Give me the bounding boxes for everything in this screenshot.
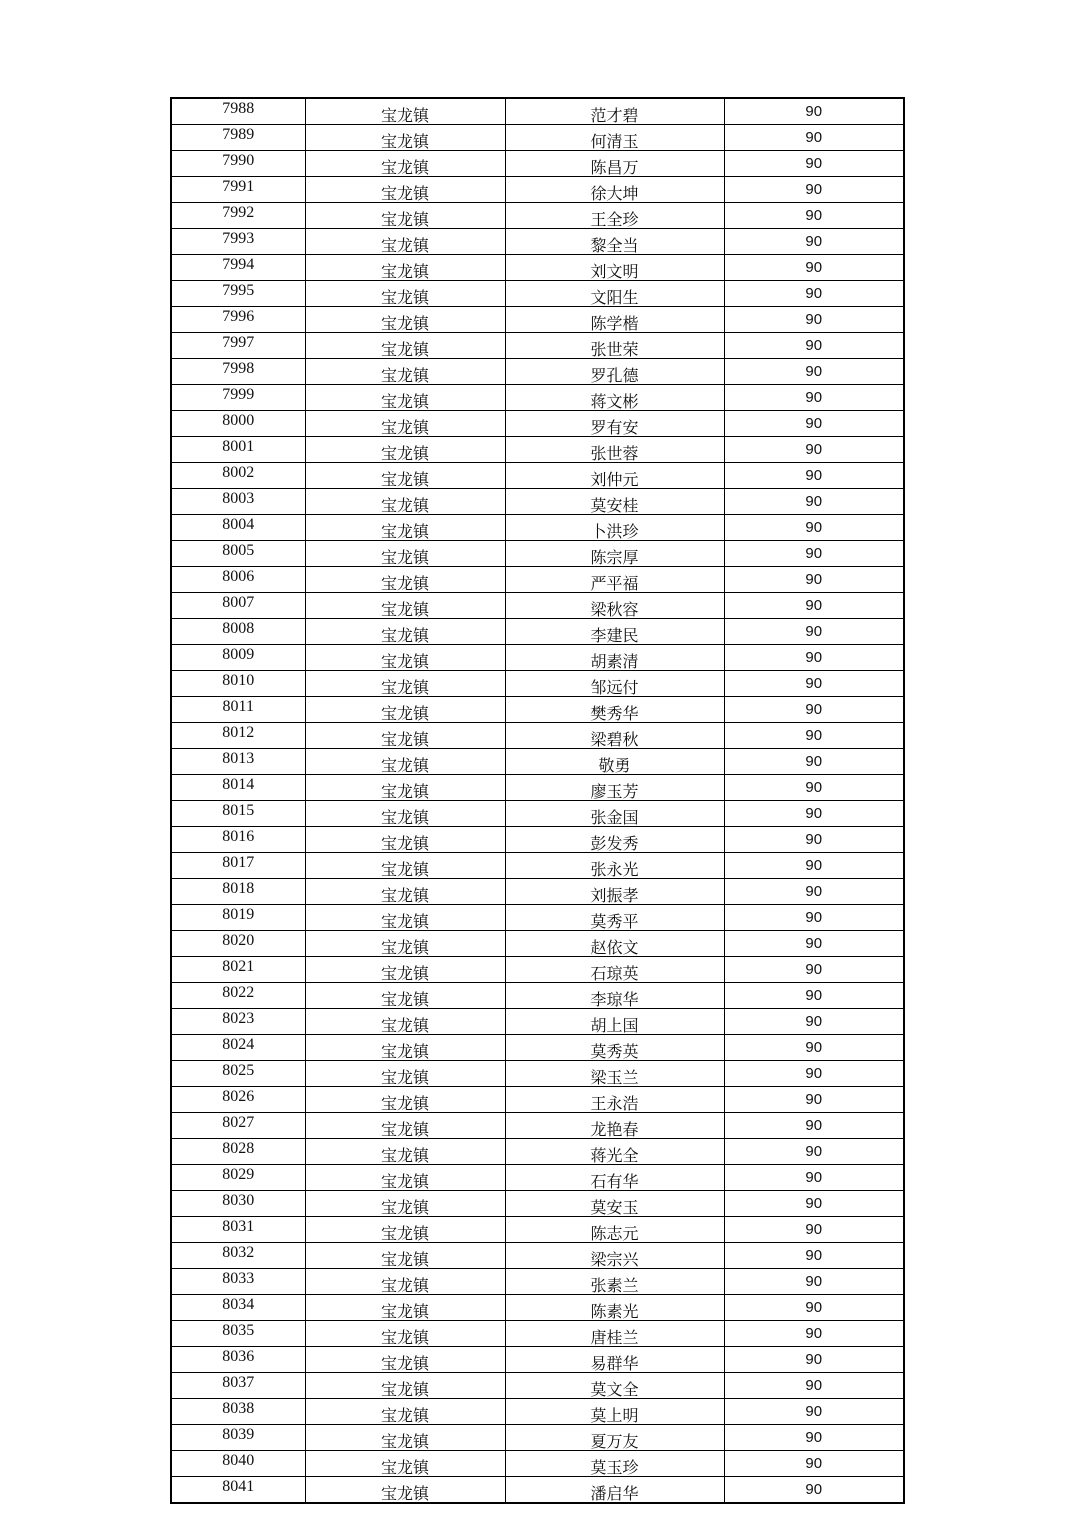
- score-cell: 90: [724, 541, 904, 567]
- row-number-cell: 8009: [171, 645, 305, 671]
- table-row: [171, 411, 904, 437]
- name-cell: 廖玉芳: [505, 775, 724, 801]
- row-number-cell: 8010: [171, 671, 305, 697]
- table-row: [171, 177, 904, 203]
- name-cell: 李琼华: [505, 983, 724, 1009]
- score-cell: 90: [724, 281, 904, 307]
- town-cell: 宝龙镇: [305, 1087, 505, 1113]
- row-number-cell: 8028: [171, 1139, 305, 1165]
- name-cell: 王全珍: [505, 203, 724, 229]
- town-cell: 宝龙镇: [305, 957, 505, 983]
- row-number-cell: 8001: [171, 437, 305, 463]
- score-cell: 90: [724, 151, 904, 177]
- score-cell: 90: [724, 1165, 904, 1191]
- table-row: [171, 905, 904, 931]
- score-cell: 90: [724, 1269, 904, 1295]
- score-cell: 90: [724, 931, 904, 957]
- table-row: [171, 645, 904, 671]
- score-cell: 90: [724, 749, 904, 775]
- score-cell: 90: [724, 983, 904, 1009]
- town-cell: 宝龙镇: [305, 411, 505, 437]
- row-number-cell: 8037: [171, 1373, 305, 1399]
- row-number-cell: 8019: [171, 905, 305, 931]
- table-row: [171, 125, 904, 151]
- town-cell: 宝龙镇: [305, 125, 505, 151]
- score-cell: 90: [724, 489, 904, 515]
- score-cell: 90: [724, 515, 904, 541]
- score-cell: 90: [724, 1451, 904, 1477]
- town-cell: 宝龙镇: [305, 385, 505, 411]
- score-cell: 90: [724, 1321, 904, 1347]
- row-number-cell: 8022: [171, 983, 305, 1009]
- town-cell: 宝龙镇: [305, 1321, 505, 1347]
- name-cell: 陈昌万: [505, 151, 724, 177]
- name-cell: 莫上明: [505, 1399, 724, 1425]
- table-row: [171, 1295, 904, 1321]
- name-cell: 张永光: [505, 853, 724, 879]
- row-number-cell: 8030: [171, 1191, 305, 1217]
- row-number-cell: 8036: [171, 1347, 305, 1373]
- score-cell: 90: [724, 905, 904, 931]
- town-cell: 宝龙镇: [305, 1347, 505, 1373]
- name-cell: 邹远付: [505, 671, 724, 697]
- table-row: [171, 1451, 904, 1477]
- score-cell: 90: [724, 1347, 904, 1373]
- town-cell: 宝龙镇: [305, 177, 505, 203]
- row-number-cell: 8014: [171, 775, 305, 801]
- town-cell: 宝龙镇: [305, 437, 505, 463]
- table-row: [171, 879, 904, 905]
- score-cell: 90: [724, 957, 904, 983]
- row-number-cell: 8038: [171, 1399, 305, 1425]
- score-cell: 90: [724, 1399, 904, 1425]
- name-cell: 范才碧: [505, 98, 724, 125]
- name-cell: 莫文全: [505, 1373, 724, 1399]
- town-cell: 宝龙镇: [305, 723, 505, 749]
- table-row: [171, 1425, 904, 1451]
- table-row: [171, 515, 904, 541]
- town-cell: 宝龙镇: [305, 541, 505, 567]
- name-cell: 梁秋容: [505, 593, 724, 619]
- table-row: [171, 98, 904, 125]
- row-number-cell: 8023: [171, 1009, 305, 1035]
- score-cell: 90: [724, 1477, 904, 1504]
- table-row: [171, 957, 904, 983]
- town-cell: 宝龙镇: [305, 697, 505, 723]
- table-row: [171, 541, 904, 567]
- town-cell: 宝龙镇: [305, 98, 505, 125]
- table-row: [171, 437, 904, 463]
- town-cell: 宝龙镇: [305, 1451, 505, 1477]
- score-cell: 90: [724, 1425, 904, 1451]
- town-cell: 宝龙镇: [305, 1113, 505, 1139]
- score-cell: 90: [724, 827, 904, 853]
- town-cell: 宝龙镇: [305, 1243, 505, 1269]
- score-cell: 90: [724, 229, 904, 255]
- row-number-cell: 8000: [171, 411, 305, 437]
- score-cell: 90: [724, 307, 904, 333]
- name-cell: 陈学楷: [505, 307, 724, 333]
- name-cell: 张金国: [505, 801, 724, 827]
- table-row: [171, 1243, 904, 1269]
- name-cell: 彭发秀: [505, 827, 724, 853]
- row-number-cell: 8032: [171, 1243, 305, 1269]
- row-number-cell: 8008: [171, 619, 305, 645]
- score-cell: 90: [724, 1087, 904, 1113]
- table-row: [171, 1477, 904, 1504]
- row-number-cell: 8027: [171, 1113, 305, 1139]
- table-row: [171, 619, 904, 645]
- table-row: [171, 1009, 904, 1035]
- table-row: [171, 697, 904, 723]
- table-row: [171, 1165, 904, 1191]
- score-cell: 90: [724, 463, 904, 489]
- town-cell: 宝龙镇: [305, 879, 505, 905]
- row-number-cell: 8034: [171, 1295, 305, 1321]
- name-cell: 蒋光全: [505, 1139, 724, 1165]
- table-row: [171, 671, 904, 697]
- town-cell: 宝龙镇: [305, 801, 505, 827]
- name-cell: 夏万友: [505, 1425, 724, 1451]
- name-cell: 敬勇: [505, 749, 724, 775]
- row-number-cell: 8005: [171, 541, 305, 567]
- town-cell: 宝龙镇: [305, 1477, 505, 1504]
- town-cell: 宝龙镇: [305, 515, 505, 541]
- score-cell: 90: [724, 1113, 904, 1139]
- row-number-cell: 7994: [171, 255, 305, 281]
- town-cell: 宝龙镇: [305, 489, 505, 515]
- score-cell: 90: [724, 437, 904, 463]
- score-cell: 90: [724, 203, 904, 229]
- name-cell: 王永浩: [505, 1087, 724, 1113]
- score-cell: 90: [724, 98, 904, 125]
- town-cell: 宝龙镇: [305, 1217, 505, 1243]
- name-cell: 刘仲元: [505, 463, 724, 489]
- row-number-cell: 7996: [171, 307, 305, 333]
- table-row: [171, 1113, 904, 1139]
- table-row: [171, 385, 904, 411]
- town-cell: 宝龙镇: [305, 671, 505, 697]
- town-cell: 宝龙镇: [305, 775, 505, 801]
- table-row: [171, 1061, 904, 1087]
- table-row: [171, 567, 904, 593]
- row-number-cell: 8004: [171, 515, 305, 541]
- score-cell: 90: [724, 125, 904, 151]
- row-number-cell: 8007: [171, 593, 305, 619]
- name-cell: 何清玉: [505, 125, 724, 151]
- town-cell: 宝龙镇: [305, 619, 505, 645]
- table-row: [171, 1269, 904, 1295]
- score-cell: 90: [724, 645, 904, 671]
- table-row: [171, 489, 904, 515]
- town-cell: 宝龙镇: [305, 1295, 505, 1321]
- town-cell: 宝龙镇: [305, 1191, 505, 1217]
- name-cell: 易群华: [505, 1347, 724, 1373]
- table-row: [171, 255, 904, 281]
- table-row: [171, 281, 904, 307]
- name-cell: 潘启华: [505, 1477, 724, 1504]
- name-cell: 刘文明: [505, 255, 724, 281]
- table-row: [171, 853, 904, 879]
- row-number-cell: 7992: [171, 203, 305, 229]
- row-number-cell: 8020: [171, 931, 305, 957]
- name-cell: 陈志元: [505, 1217, 724, 1243]
- score-cell: 90: [724, 723, 904, 749]
- name-cell: 赵依文: [505, 931, 724, 957]
- town-cell: 宝龙镇: [305, 1399, 505, 1425]
- table-row: [171, 463, 904, 489]
- table-row: [171, 593, 904, 619]
- row-number-cell: 8002: [171, 463, 305, 489]
- name-cell: 黎全当: [505, 229, 724, 255]
- row-number-cell: 8039: [171, 1425, 305, 1451]
- row-number-cell: 8012: [171, 723, 305, 749]
- score-cell: 90: [724, 567, 904, 593]
- row-number-cell: 8013: [171, 749, 305, 775]
- row-number-cell: 8015: [171, 801, 305, 827]
- town-cell: 宝龙镇: [305, 853, 505, 879]
- table-row: [171, 307, 904, 333]
- score-cell: 90: [724, 1295, 904, 1321]
- score-cell: 90: [724, 775, 904, 801]
- score-cell: 90: [724, 593, 904, 619]
- name-cell: 莫秀英: [505, 1035, 724, 1061]
- name-cell: 严平福: [505, 567, 724, 593]
- table-row: [171, 1399, 904, 1425]
- town-cell: 宝龙镇: [305, 749, 505, 775]
- row-number-cell: 8011: [171, 697, 305, 723]
- row-number-cell: 8024: [171, 1035, 305, 1061]
- name-cell: 胡素清: [505, 645, 724, 671]
- score-cell: 90: [724, 697, 904, 723]
- table-row: [171, 775, 904, 801]
- town-cell: 宝龙镇: [305, 333, 505, 359]
- score-cell: 90: [724, 853, 904, 879]
- row-number-cell: 8021: [171, 957, 305, 983]
- table-row: [171, 333, 904, 359]
- table-row: [171, 983, 904, 1009]
- name-cell: 唐桂兰: [505, 1321, 724, 1347]
- score-cell: 90: [724, 177, 904, 203]
- table-row: [171, 723, 904, 749]
- name-cell: 罗孔德: [505, 359, 724, 385]
- name-cell: 张世蓉: [505, 437, 724, 463]
- name-cell: 刘振孝: [505, 879, 724, 905]
- name-cell: 莫玉珍: [505, 1451, 724, 1477]
- table-row: [171, 827, 904, 853]
- town-cell: 宝龙镇: [305, 1165, 505, 1191]
- row-number-cell: 7999: [171, 385, 305, 411]
- row-number-cell: 7988: [171, 98, 305, 125]
- name-cell: 李建民: [505, 619, 724, 645]
- name-cell: 莫安玉: [505, 1191, 724, 1217]
- row-number-cell: 7997: [171, 333, 305, 359]
- row-number-cell: 8006: [171, 567, 305, 593]
- table-row: [171, 1217, 904, 1243]
- town-cell: 宝龙镇: [305, 359, 505, 385]
- name-cell: 徐大坤: [505, 177, 724, 203]
- score-cell: 90: [724, 411, 904, 437]
- row-number-cell: 8029: [171, 1165, 305, 1191]
- row-number-cell: 8016: [171, 827, 305, 853]
- town-cell: 宝龙镇: [305, 307, 505, 333]
- name-cell: 张世荣: [505, 333, 724, 359]
- table-row: [171, 801, 904, 827]
- table-row: [171, 1321, 904, 1347]
- row-number-cell: 7991: [171, 177, 305, 203]
- score-cell: 90: [724, 671, 904, 697]
- score-cell: 90: [724, 1373, 904, 1399]
- town-cell: 宝龙镇: [305, 1035, 505, 1061]
- score-cell: 90: [724, 1191, 904, 1217]
- score-cell: 90: [724, 1009, 904, 1035]
- row-number-cell: 8035: [171, 1321, 305, 1347]
- score-cell: 90: [724, 359, 904, 385]
- score-cell: 90: [724, 1061, 904, 1087]
- town-cell: 宝龙镇: [305, 1009, 505, 1035]
- town-cell: 宝龙镇: [305, 151, 505, 177]
- town-cell: 宝龙镇: [305, 229, 505, 255]
- name-cell: 石有华: [505, 1165, 724, 1191]
- row-number-cell: 8018: [171, 879, 305, 905]
- name-cell: 樊秀华: [505, 697, 724, 723]
- town-cell: 宝龙镇: [305, 255, 505, 281]
- score-cell: 90: [724, 255, 904, 281]
- row-number-cell: 8026: [171, 1087, 305, 1113]
- name-cell: 梁碧秋: [505, 723, 724, 749]
- name-cell: 龙艳春: [505, 1113, 724, 1139]
- row-number-cell: 8025: [171, 1061, 305, 1087]
- row-number-cell: 8040: [171, 1451, 305, 1477]
- town-cell: 宝龙镇: [305, 827, 505, 853]
- score-cell: 90: [724, 801, 904, 827]
- name-cell: 陈素光: [505, 1295, 724, 1321]
- name-cell: 莫秀平: [505, 905, 724, 931]
- town-cell: 宝龙镇: [305, 1139, 505, 1165]
- row-number-cell: 8041: [171, 1477, 305, 1504]
- table-row: [171, 749, 904, 775]
- town-cell: 宝龙镇: [305, 1269, 505, 1295]
- row-number-cell: 7989: [171, 125, 305, 151]
- row-number-cell: 7993: [171, 229, 305, 255]
- roster-table: [170, 97, 905, 1504]
- score-cell: 90: [724, 333, 904, 359]
- table-row: [171, 1191, 904, 1217]
- town-cell: 宝龙镇: [305, 463, 505, 489]
- row-number-cell: 8017: [171, 853, 305, 879]
- score-cell: 90: [724, 385, 904, 411]
- roster-table-body: [171, 98, 904, 1503]
- town-cell: 宝龙镇: [305, 983, 505, 1009]
- table-row: [171, 1373, 904, 1399]
- score-cell: 90: [724, 619, 904, 645]
- name-cell: 石琼英: [505, 957, 724, 983]
- name-cell: 张素兰: [505, 1269, 724, 1295]
- town-cell: 宝龙镇: [305, 905, 505, 931]
- row-number-cell: 7995: [171, 281, 305, 307]
- town-cell: 宝龙镇: [305, 1061, 505, 1087]
- row-number-cell: 8031: [171, 1217, 305, 1243]
- name-cell: 梁玉兰: [505, 1061, 724, 1087]
- name-cell: 胡上国: [505, 1009, 724, 1035]
- name-cell: 莫安桂: [505, 489, 724, 515]
- score-cell: 90: [724, 1139, 904, 1165]
- score-cell: 90: [724, 879, 904, 905]
- row-number-cell: 8003: [171, 489, 305, 515]
- town-cell: 宝龙镇: [305, 1425, 505, 1451]
- score-cell: 90: [724, 1243, 904, 1269]
- table-row: [171, 151, 904, 177]
- table-row: [171, 931, 904, 957]
- town-cell: 宝龙镇: [305, 931, 505, 957]
- table-row: [171, 1035, 904, 1061]
- score-cell: 90: [724, 1035, 904, 1061]
- town-cell: 宝龙镇: [305, 567, 505, 593]
- table-row: [171, 229, 904, 255]
- town-cell: 宝龙镇: [305, 281, 505, 307]
- name-cell: 文阳生: [505, 281, 724, 307]
- table-row: [171, 1347, 904, 1373]
- name-cell: 卜洪珍: [505, 515, 724, 541]
- town-cell: 宝龙镇: [305, 1373, 505, 1399]
- town-cell: 宝龙镇: [305, 645, 505, 671]
- table-row: [171, 359, 904, 385]
- table-row: [171, 203, 904, 229]
- row-number-cell: 7990: [171, 151, 305, 177]
- table-row: [171, 1087, 904, 1113]
- row-number-cell: 7998: [171, 359, 305, 385]
- table-row: [171, 1139, 904, 1165]
- town-cell: 宝龙镇: [305, 593, 505, 619]
- name-cell: 陈宗厚: [505, 541, 724, 567]
- name-cell: 罗有安: [505, 411, 724, 437]
- row-number-cell: 8033: [171, 1269, 305, 1295]
- name-cell: 梁宗兴: [505, 1243, 724, 1269]
- name-cell: 蒋文彬: [505, 385, 724, 411]
- score-cell: 90: [724, 1217, 904, 1243]
- town-cell: 宝龙镇: [305, 203, 505, 229]
